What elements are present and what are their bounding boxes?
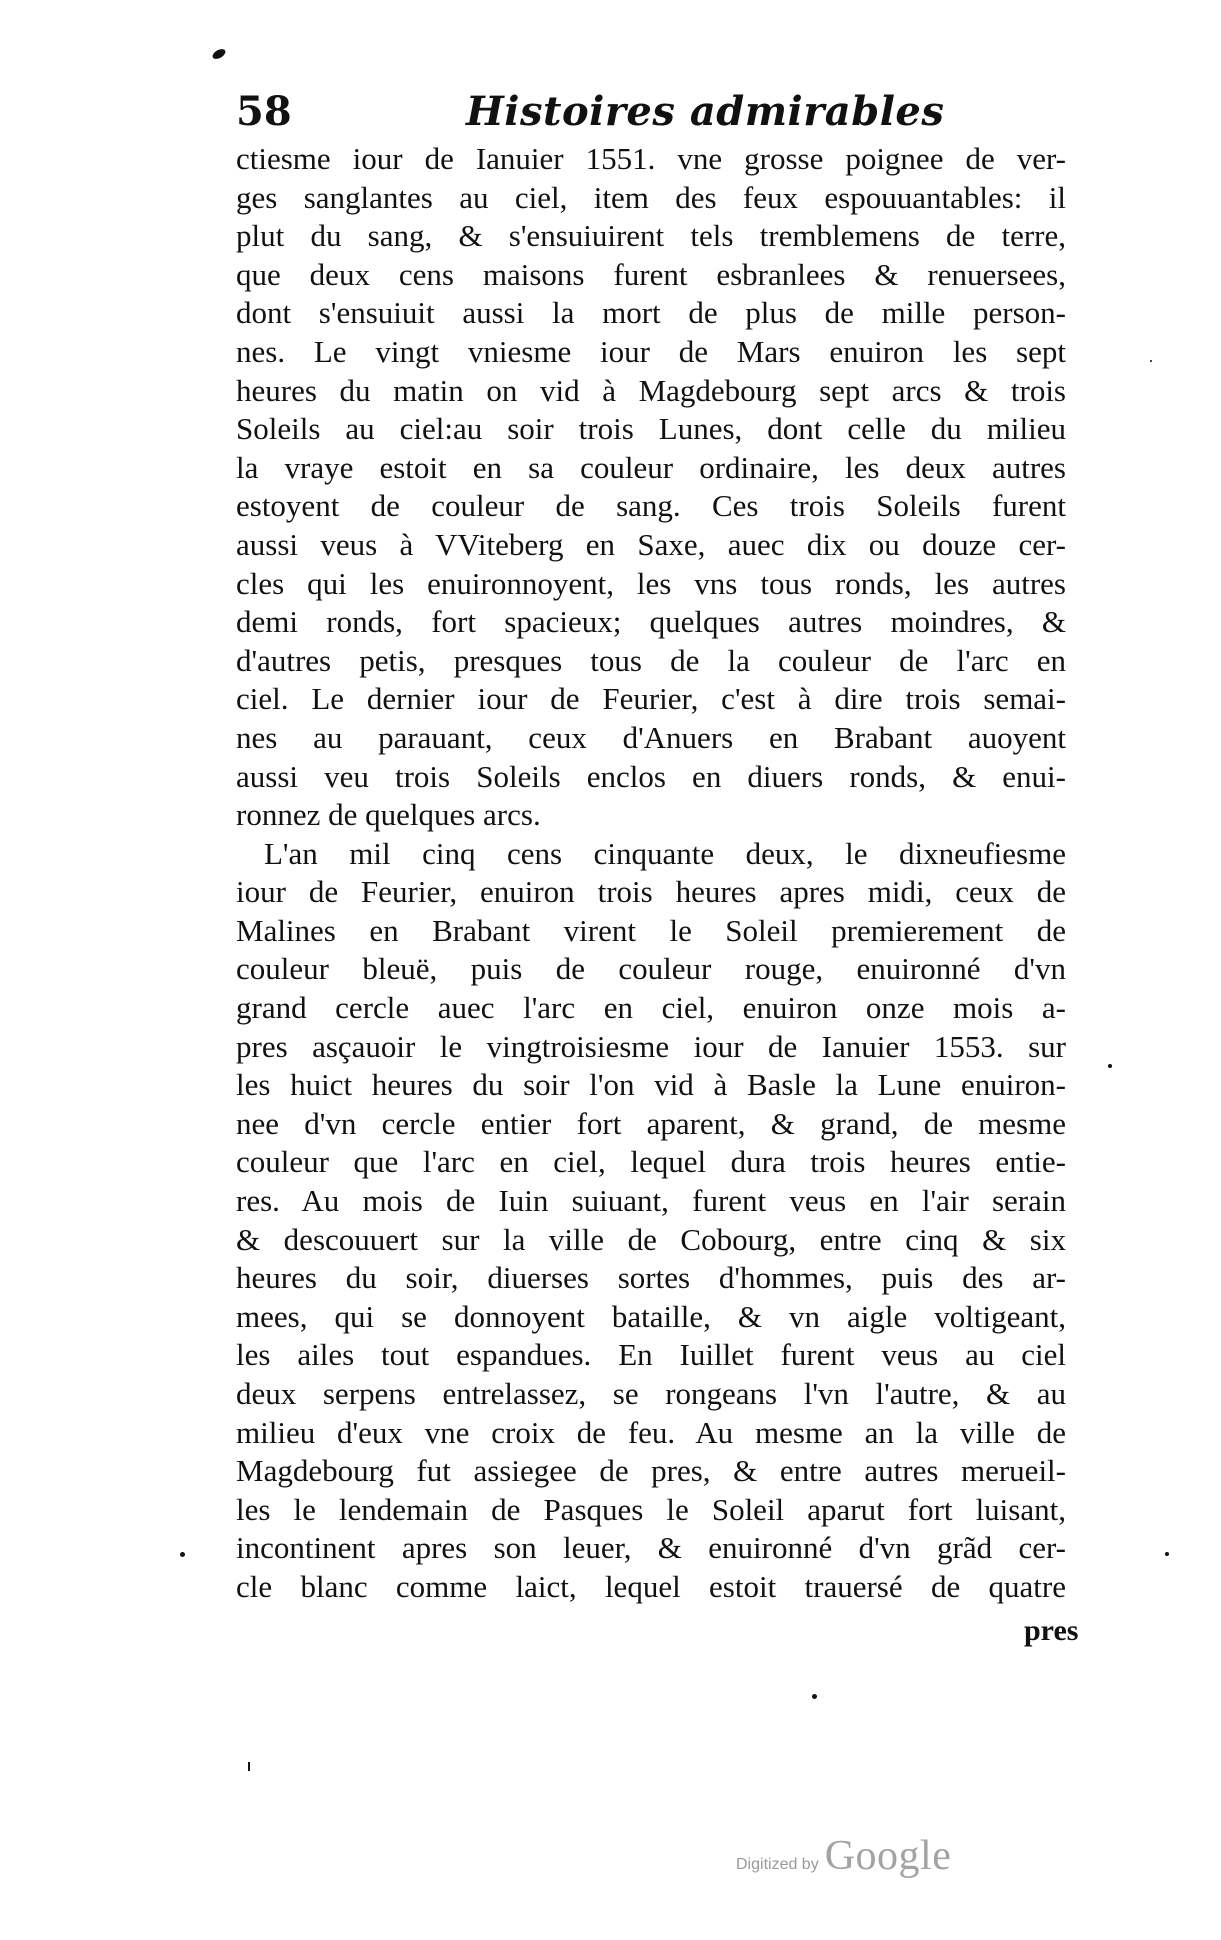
text-line: ciel. Le dernier iour de Feurier, c'est à dire trois semai- (236, 681, 1066, 717)
text-line: couleur que l'arc en ciel, lequel dura trois heures entie- (236, 1144, 1066, 1180)
text-line: cles qui les enuironnoyent, les vns tous ronds, les autres (236, 565, 1066, 601)
text-line: ges sanglantes au ciel, item des feux espouuantables: il (236, 179, 1066, 215)
text-line: nes au parauant, ceux d'Anuers en Brabant auoyent (236, 719, 1066, 755)
text-line: Soleils au ciel:au soir trois Lunes, dont celle du milieu (236, 411, 1066, 447)
page-number: 58 (236, 88, 292, 135)
text-line: que deux cens maisons furent esbranlees & renuersees, (236, 256, 1066, 292)
text-line: demi ronds, fort spacieux; quelques autres moindres, & (236, 604, 1066, 640)
text-line: ctiesme iour de Ianuier 1551. vne grosse poignee de ver- (236, 141, 1066, 176)
text-line: dont s'ensuiuit aussi la mort de plus de mille person- (236, 295, 1066, 331)
ink-speck (211, 47, 227, 61)
ink-speck (1150, 360, 1152, 362)
page-header (236, 86, 1076, 138)
text-line: couleur bleuë, puis de couleur rouge, enuironné d'vn (236, 951, 1066, 987)
catchword: pres (1024, 1614, 1079, 1647)
text-line: res. Au mois de Iuin suiuant, furent veus en l'air serain (236, 1183, 1066, 1219)
text-line: la vraye estoit en sa couleur ordinaire, les deux autres (236, 449, 1066, 485)
ink-speck (180, 1552, 185, 1557)
text-line: heures du soir, diuerses sortes d'hommes, puis des ar- (236, 1260, 1066, 1296)
text-line: heures du matin on vid à Magdebourg sept arcs & trois (236, 372, 1066, 408)
text-line: iour de Feurier, enuiron trois heures apres midi, ceux de (236, 874, 1066, 910)
ink-speck (1108, 1064, 1112, 1068)
text-line-paragraph-start: L'an mil cinq cens cinquante deux, le dixneufiesme (264, 835, 1066, 871)
ink-speck (812, 1694, 817, 1699)
ink-speck (248, 1762, 250, 1771)
text-line: aussi veus à VViteberg en Saxe, auec dix ou douze cer- (236, 526, 1066, 562)
text-line: incontinent apres son leuer, & enuironné d'vn grãd cer- (236, 1530, 1066, 1566)
text-line: cle blanc comme laict, lequel estoit trauersé de quatre (236, 1568, 1066, 1604)
text-line: Malines en Brabant virent le Soleil premierement de (236, 912, 1066, 948)
watermark-prefix: Digitized by (736, 1856, 819, 1873)
text-line: Magdebourg fut assiegee de pres, & entre autres merueil- (236, 1453, 1066, 1489)
ink-speck (1165, 1552, 1169, 1556)
text-line-paragraph-end: ronnez de quelques arcs. (236, 797, 541, 833)
running-head: Histoires admirables (466, 88, 945, 135)
text-line: les huict heures du soir l'on vid à Basle la Lune enuiron- (236, 1067, 1066, 1103)
text-line: milieu d'eux vne croix de feu. Au mesme an la ville de (236, 1414, 1066, 1450)
text-line: d'autres petis, presques tous de la couleur de l'arc en (236, 642, 1066, 678)
text-line: les ailes tout espandues. En Iuillet furent veus au ciel (236, 1337, 1066, 1373)
body-text (236, 140, 1066, 1607)
text-line: estoyent de couleur de sang. Ces trois Soleils furent (236, 488, 1066, 524)
text-line: pres asçauoir le vingtroisiesme iour de Ianuier 1553. sur (236, 1028, 1066, 1064)
google-logo: Google (824, 1833, 952, 1879)
text-line: les le lendemain de Pasques le Soleil aparut fort luisant, (236, 1491, 1066, 1527)
text-line: grand cercle auec l'arc en ciel, enuiron onze mois a- (236, 990, 1066, 1026)
text-line: plut du sang, & s'ensuiuirent tels tremblemens de terre, (236, 218, 1066, 254)
text-line: mees, qui se donnoyent bataille, & vn aigle voltigeant, (236, 1298, 1066, 1334)
text-line: nes. Le vingt vniesme iour de Mars enuiron les sept (236, 333, 1066, 369)
digitization-watermark (736, 1830, 951, 1880)
text-line: & descouuert sur la ville de Cobourg, entre cinq & six (236, 1221, 1066, 1257)
text-line: aussi veu trois Soleils enclos en diuers ronds, & enui- (236, 758, 1066, 794)
text-line: nee d'vn cercle entier fort aparent, & grand, de mesme (236, 1105, 1066, 1141)
text-line: deux serpens entrelassez, se rongeans l'vn l'autre, & au (236, 1376, 1066, 1411)
